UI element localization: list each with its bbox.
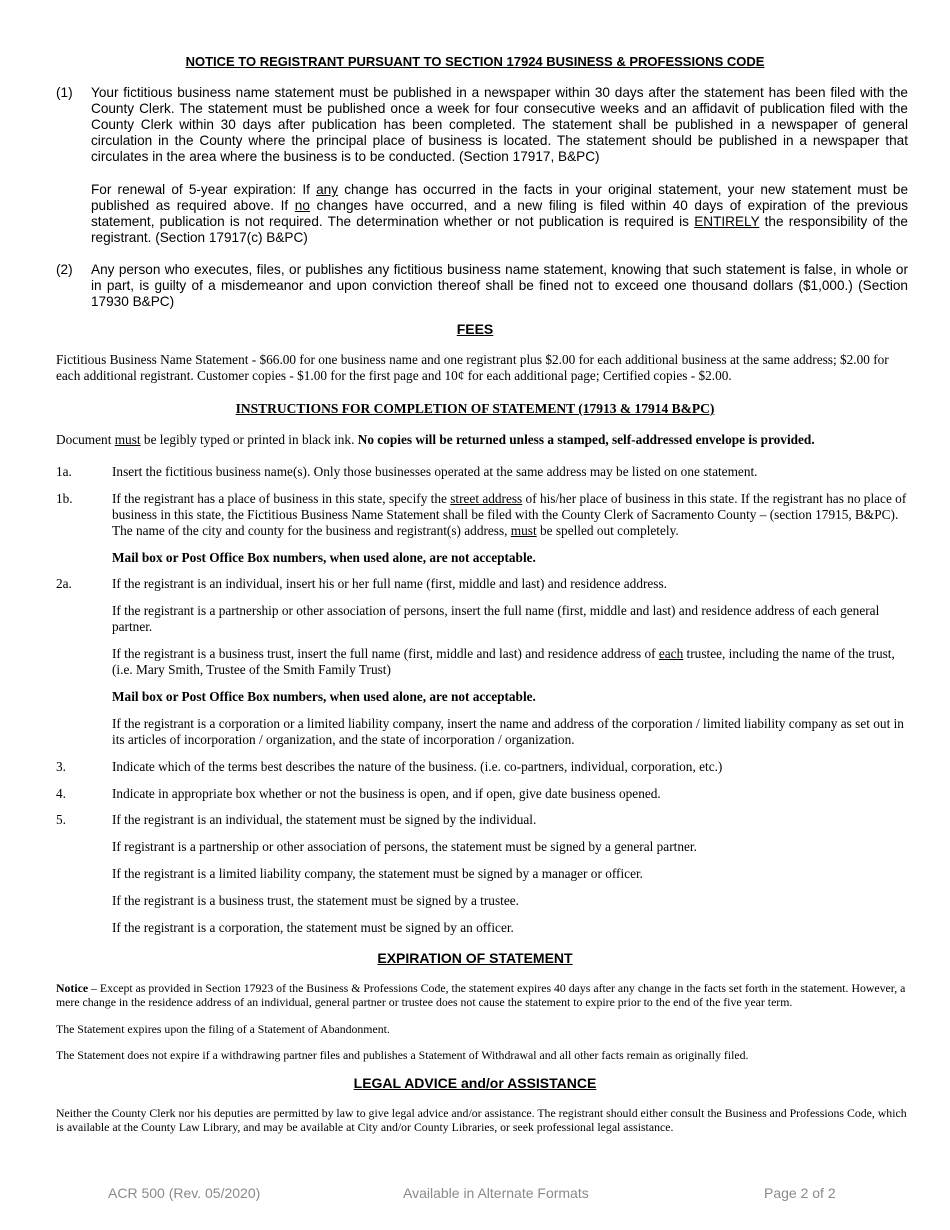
- instructions-intro: Document must be legibly typed or printed in black ink. No copies will be returned unless a stamped, self-addressed envelope is provided.: [56, 432, 815, 447]
- instruction-2a: 2a. If the registrant is an individual, insert his or her full name (first, middle and last) and residence address.: [56, 576, 667, 591]
- notice-item-2-number: (2): [56, 262, 73, 277]
- instruction-2a-corporation: If the registrant is a corporation or a limited liability company, insert the name and address of the corporation / limited liability company as set out in its articles of incorporation / organization, and the state of incorporation / organization.: [112, 716, 904, 747]
- notice-item-1: [56, 85, 908, 165]
- instruction-2a-partnership: If the registrant is a partnership or other association of persons, insert the full name (first, middle and last) and residence address of each general partner.: [112, 603, 880, 634]
- instruction-4: 4. Indicate in appropriate box whether or not the business is open, and if open, give date business opened.: [56, 786, 661, 801]
- expiration-withdrawal: The Statement does not expire if a withdrawing partner files and publishes a Statement of Withdrawal and all other facts remain as originally filed.: [56, 1048, 749, 1062]
- footer-alternate-formats: Available in Alternate Formats: [403, 1185, 589, 1201]
- notice-item-1-number: (1): [56, 85, 73, 100]
- footer-form-id: ACR 500 (Rev. 05/2020): [108, 1185, 261, 1201]
- instruction-1a: 1a. Insert the fictitious business name(s). Only those businesses operated at the same address may be listed on one statement.: [56, 464, 758, 479]
- instruction-2a-trust: If the registrant is a business trust, insert the full name (first, middle and last) and residence address of each trustee, including the name of the trust, (i.e. Mary Smith, Trustee of the Smith Family Trust): [112, 646, 895, 677]
- emphasis-any: any: [316, 182, 339, 197]
- notice-item-2-text: Any person who executes, files, or publishes any fictitious business name statement, knowing that such statement is false, in whole or in part, is guilty of a misdemeanor and upon conviction thereof shall be fined not to exceed one thousand dollars ($1,000.) (Section 17930 B&PC): [91, 262, 908, 309]
- expiration-title: EXPIRATION OF STATEMENT: [377, 950, 573, 966]
- instruction-1b: 1b. If the registrant has a place of business in this state, specify the street address of his/her place of business in this state. If the registrant has no place of business in this state, the Fictitious Business Name Statement shall be filed with the County Clerk of Sacramento County – (section 17915, B&PC). The name of the city and county for the business and registrant(s) address, must be spelled out completely.: [56, 491, 907, 538]
- legal-text: Neither the County Clerk nor his deputies are permitted by law to give legal advice and/or assistance. The registrant should either consult the Business and Professions Code, which is available at the County Law Library, and may be available at City and/or County Libraries, or seek professional legal assistance.: [56, 1106, 907, 1134]
- renewal-paragraph: For renewal of 5-year expiration: If any change has occurred in the facts in your original statement, your new statement must be published as required above. If no changes have occurred, and a new filing is filed within 40 days of expiration of the previous statement, publication is not required. The determination whether or not publication is required is ENTIRELY the responsibility of the registrant. (Section 17917(c) B&PC): [91, 182, 909, 245]
- instruction-5-llc: If the registrant is a limited liability company, the statement must be signed by a manager or officer.: [112, 866, 643, 881]
- instruction-5-trust: If the registrant is a business trust, the statement must be signed by a trustee.: [112, 893, 519, 908]
- notice-item-2: [56, 262, 908, 310]
- notice-item-1-text: Your fictitious business name statement must be published in a newspaper within 30 days after the statement has been filed with the County Clerk. The statement must be published once a week for four consecutive weeks and an affidavit of publication filed with the County Clerk within 30 days after publication has been completed. The statement shall be published in a newspaper of general circulation in the County where the principal place of business is located. The statement should be published in a newspaper that circulates in the area where the business is to be conducted. (Section 17917, B&PC): [91, 85, 908, 164]
- fees-title: FEES: [456, 321, 494, 337]
- instruction-5-partnership: If registrant is a partnership or other association of persons, the statement must be signed by a general partner.: [112, 839, 697, 854]
- instruction-5-corporation: If the registrant is a corporation, the statement must be signed by an officer.: [112, 920, 514, 935]
- instruction-3: 3. Indicate which of the terms best describes the nature of the business. (i.e. co-partners, individual, corporation, etc.): [56, 759, 723, 774]
- mailbox-warning-1: Mail box or Post Office Box numbers, when used alone, are not acceptable.: [112, 550, 536, 565]
- expiration-notice: Notice – Except as provided in Section 17923 of the Business & Professions Code, the statement expires 40 days after any change in the facts set forth in the statement. However, a mere change in the residence address of an individual, general partner or trustee does not cause the statement to expire prior to the end of the five year term.: [56, 981, 906, 1009]
- notice-title: NOTICE TO REGISTRANT PURSUANT TO SECTION 17924 BUSINESS & PROFESSIONS CODE: [185, 54, 765, 69]
- instructions-title: INSTRUCTIONS FOR COMPLETION OF STATEMENT (17913 & 17914 B&PC): [235, 401, 715, 416]
- emphasis-no: no: [294, 198, 310, 213]
- instruction-5: 5. If the registrant is an individual, the statement must be signed by the individual.: [56, 812, 537, 827]
- emphasis-entirely: ENTIRELY: [694, 214, 760, 229]
- legal-title: LEGAL ADVICE and/or ASSISTANCE: [353, 1075, 597, 1091]
- fees-text: Fictitious Business Name Statement - $66.00 for one business name and one registrant plus $2.00 for each additional business at the same address; $2.00 for each additional registrant. Customer copies - $1.00 for the first page and 10¢ for each additional page; Certified copies - $2.00.: [56, 352, 889, 383]
- footer-page-number: Page 2 of 2: [764, 1185, 836, 1201]
- mailbox-warning-2: Mail box or Post Office Box numbers, when used alone, are not acceptable.: [112, 689, 536, 704]
- expiration-abandonment: The Statement expires upon the filing of a Statement of Abandonment.: [56, 1022, 390, 1036]
